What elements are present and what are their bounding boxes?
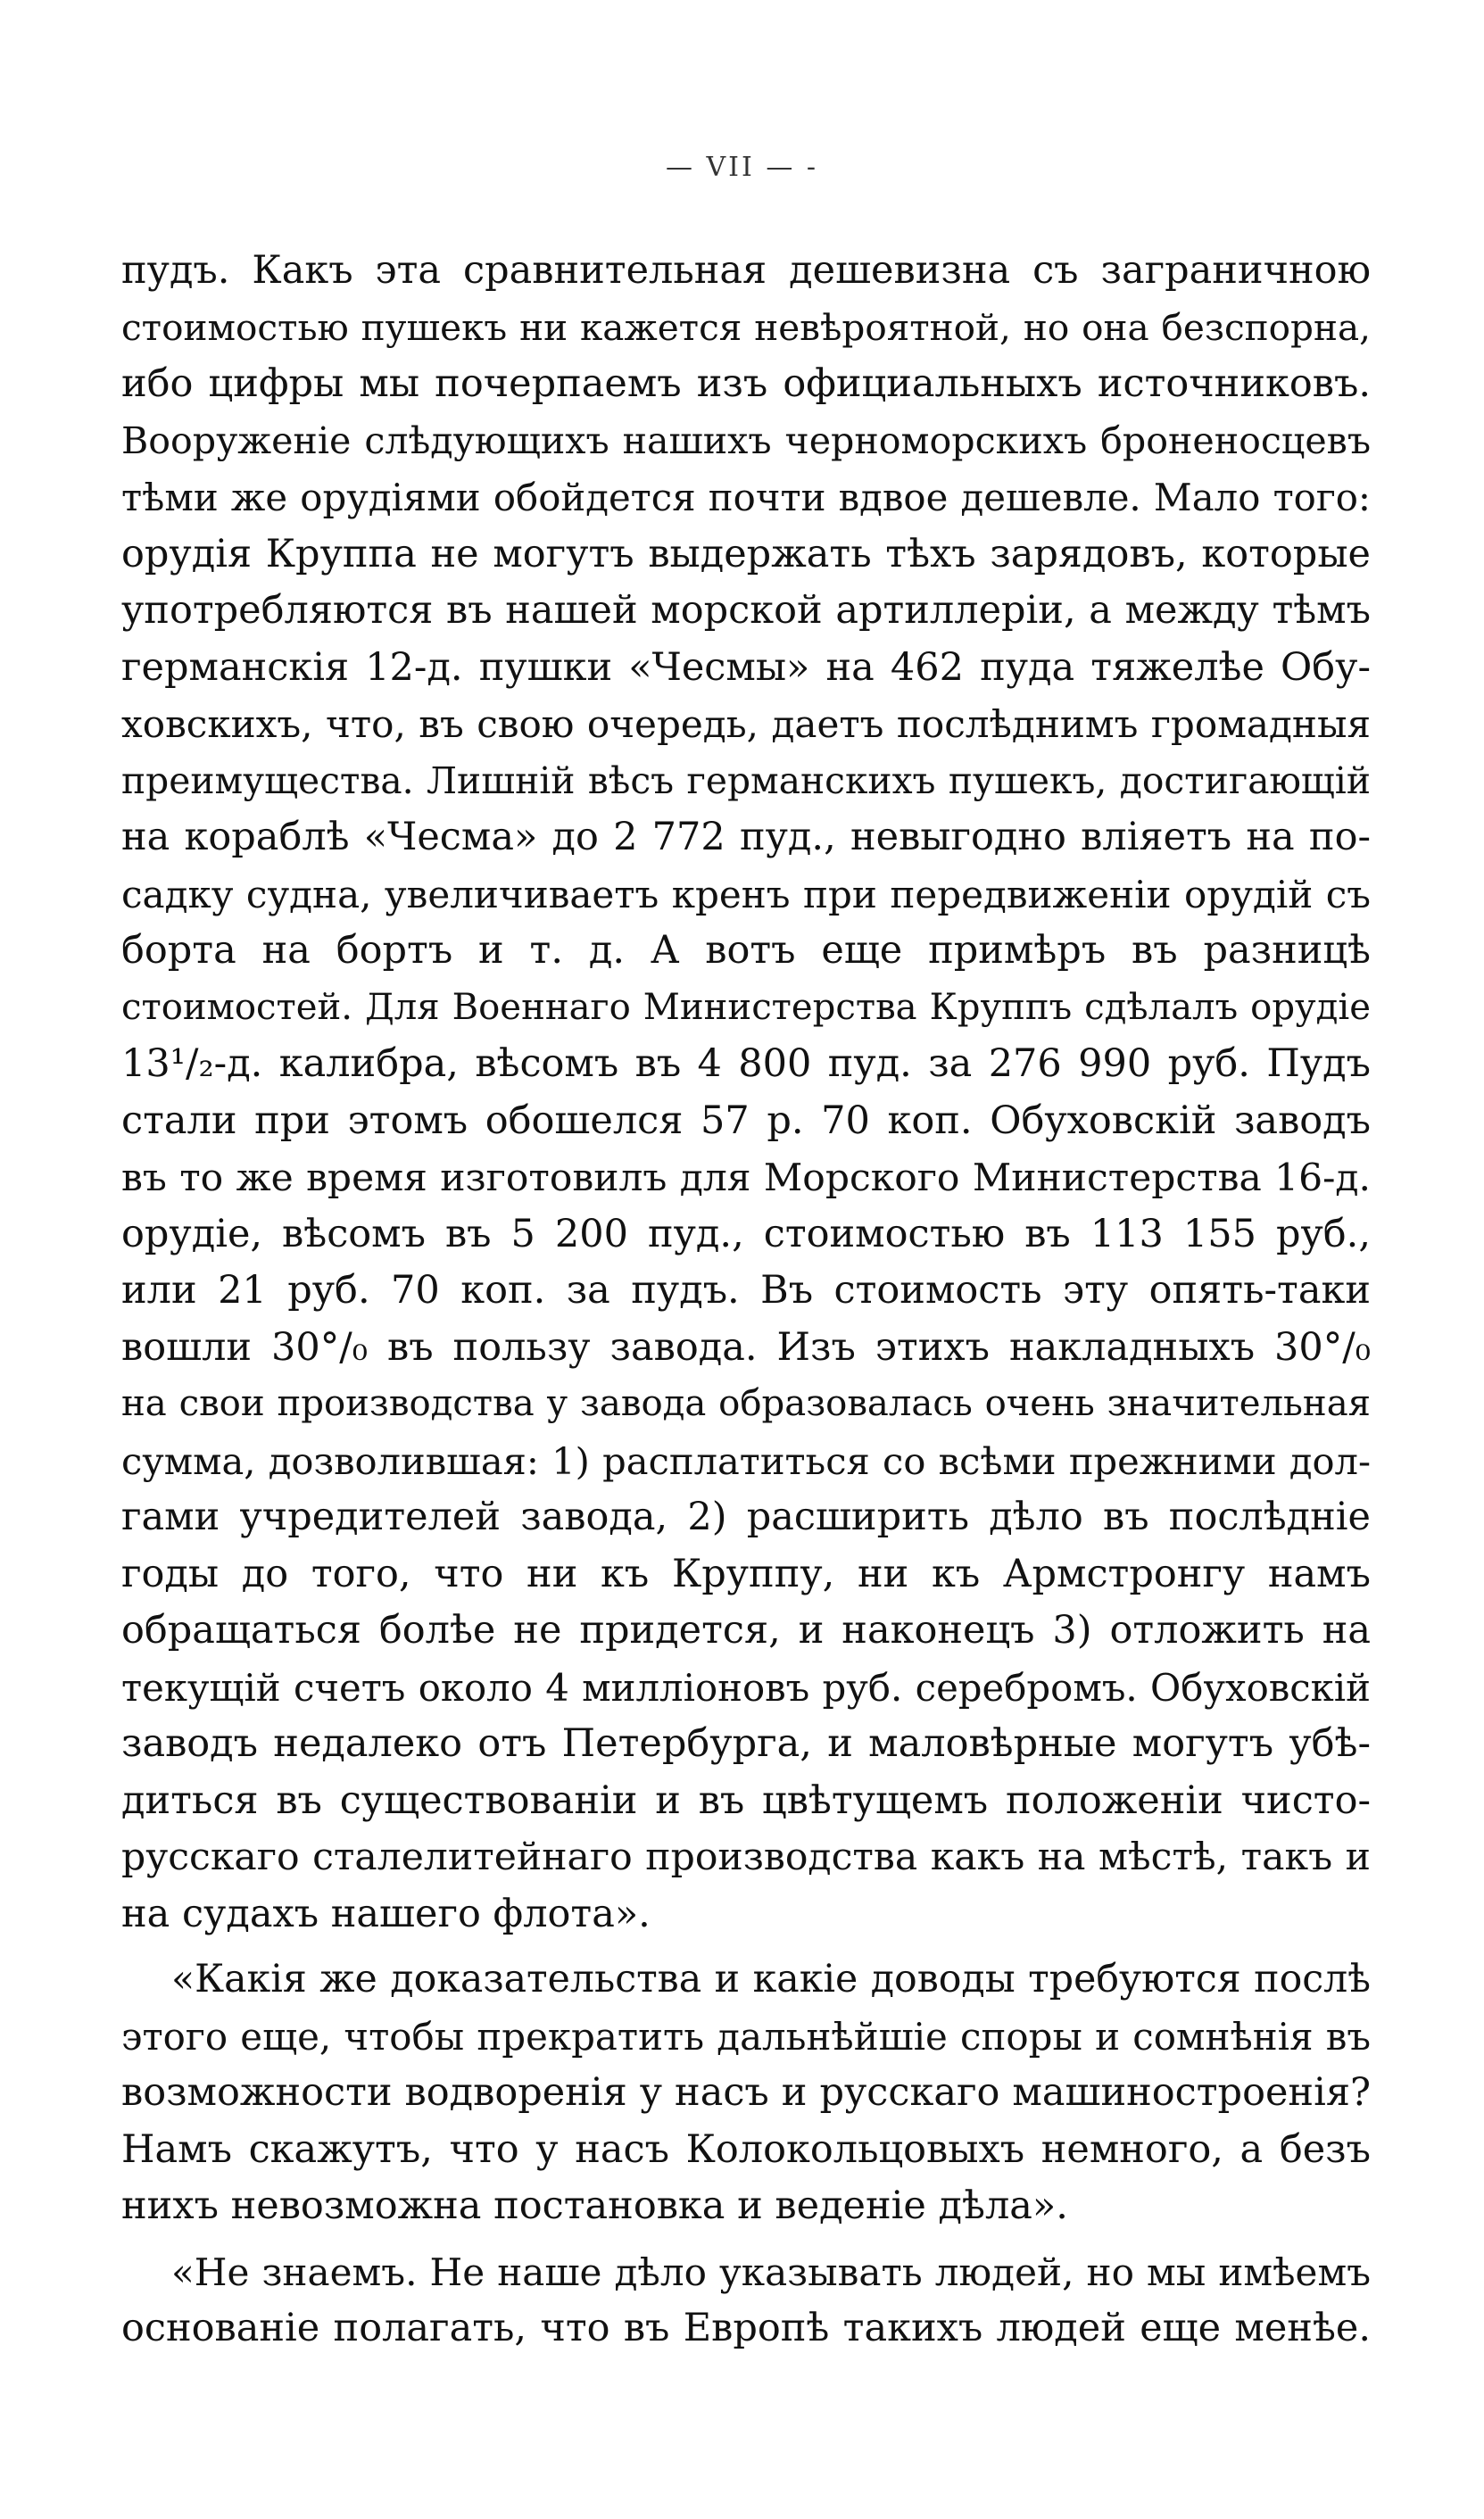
text-line: годы до того, что ни къ Круппу, ни къ Армстронгу намъ xyxy=(121,1551,1371,1596)
text-line: ховскихъ, что, въ свою очередь, даетъ послѣднимъ громадныя xyxy=(121,702,1371,746)
text-line: «Не знаемъ. Не наше дѣло указывать людей, но мы имѣемъ xyxy=(171,2250,1371,2294)
text-line: Намъ скажутъ, что у насъ Колокольцовыхъ немного, а безъ xyxy=(121,2126,1371,2172)
text-line: гами учредителей завода, 2) расширить дѣло въ послѣдніе xyxy=(121,1495,1371,1539)
text-line: или 21 руб. 70 коп. за пудъ. Въ стоимость эту опять-таки xyxy=(121,1268,1371,1313)
text-line: на судахъ нашего флота». xyxy=(121,1891,651,1936)
text-line: стали при этомъ обошелся 57 р. 70 коп. Обуховскій заводъ xyxy=(121,1098,1371,1143)
text-line: русскаго сталелитейнаго производства какъ на мѣстѣ, такъ и xyxy=(121,1835,1371,1879)
text-line: ибо цифры мы почерпаемъ изъ официальныхъ источниковъ. xyxy=(121,361,1371,406)
text-line: стоимостей. Для Военнаго Министерства Круппъ сдѣлалъ орудіе xyxy=(121,986,1371,1028)
text-line: заводъ недалеко отъ Петербурга, и маловѣрные могутъ убѣ- xyxy=(121,1721,1371,1766)
text-line: въ то же время изготовилъ для Морского Министерства 16-д. xyxy=(121,1156,1371,1199)
text-line: основаніе полагать, что въ Европѣ такихъ людей еще менѣе. xyxy=(121,2306,1371,2350)
text-line: пудъ. Какъ эта сравнительная дешевизна съ заграничною xyxy=(121,248,1371,293)
paragraph-gap xyxy=(121,2235,1371,2244)
text-line: борта на бортъ и т. д. А вотъ еще примѣръ въ разницѣ xyxy=(121,928,1371,973)
text-line: вошли 30°/₀ въ пользу завода. Изъ этихъ накладныхъ 30°/₀ xyxy=(121,1324,1371,1370)
text-line: стоимостью пушекъ ни кажется невѣроятной, но она безспорна, xyxy=(121,305,1371,349)
paragraph-1 xyxy=(121,243,1371,1943)
text-line: Вооруженіе слѣдующихъ нашихъ черноморскихъ броненосцевъ xyxy=(121,418,1371,462)
text-line: употребляются въ нашей морской артиллеріи, а между тѣмъ xyxy=(121,588,1371,633)
text-line: преимущества. Лишній вѣсъ германскихъ пушекъ, достигающій xyxy=(121,758,1371,802)
text-line: обращаться болѣе не придется, и наконецъ 3) отложить на xyxy=(121,1608,1371,1653)
text-line: сумма, дозволившая: 1) расплатиться со всѣми прежними дол- xyxy=(121,1438,1371,1483)
text-line: текущій счетъ около 4 милліоновъ руб. серебромъ. Обуховскій xyxy=(121,1665,1371,1710)
paragraph-3 xyxy=(121,2244,1371,2357)
text-line: германскія 12-д. пушки «Чесмы» на 462 пуда тяжелѣе Обу- xyxy=(121,644,1371,690)
page-number: — VII — - xyxy=(665,152,819,183)
text-line: нихъ невозможна постановка и веденіе дѣла». xyxy=(121,2183,1068,2228)
text-line: возможности водворенія у насъ и русскаго машиностроенія? xyxy=(121,2070,1371,2115)
body-text xyxy=(121,243,1371,2357)
text-line: садку судна, увеличиваетъ кренъ при передвиженіи орудій съ xyxy=(121,872,1371,916)
paragraph-gap xyxy=(121,1943,1371,1951)
text-line: на кораблѣ «Чесма» до 2 772 пуд., невыгодно вліяетъ на по- xyxy=(121,815,1371,859)
text-line: 13¹/₂-д. калибра, вѣсомъ въ 4 800 пуд. за 276 990 руб. Пудъ xyxy=(121,1041,1371,1086)
text-line: «Какія же доказательства и какіе доводы требуются послѣ xyxy=(171,1957,1371,2001)
text-line: тѣми же орудіями обойдется почти вдвое дешевле. Мало того: xyxy=(121,476,1371,519)
paragraph-2 xyxy=(121,1951,1371,2235)
text-line: на свои производства у завода образовалась очень значительная xyxy=(121,1383,1371,1424)
text-line: диться въ существованіи и въ цвѣтущемъ положеніи чисто- xyxy=(121,1777,1371,1823)
text-line: орудія Круппа не могутъ выдержать тѣхъ зарядовъ, которые xyxy=(121,531,1371,576)
text-line: этого еще, чтобы прекратить дальнѣйшіе споры и сомнѣнія въ xyxy=(121,2014,1371,2059)
text-line: орудіе, вѣсомъ въ 5 200 пуд., стоимостью въ 113 155 руб., xyxy=(121,1211,1371,1256)
